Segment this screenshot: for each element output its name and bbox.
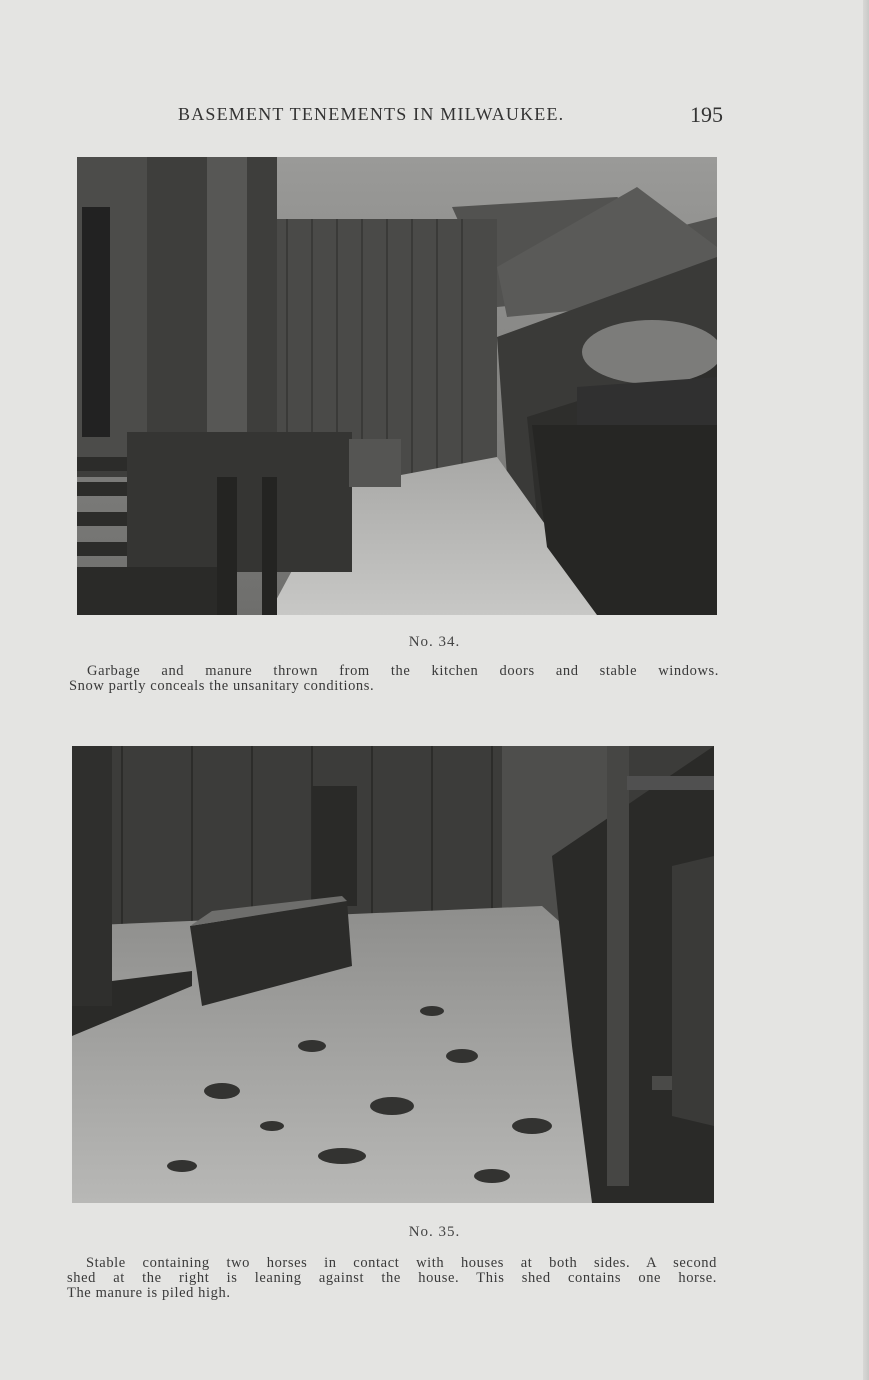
page-header bbox=[0, 100, 869, 130]
caption-line: Stable containing two horses in contact with houses at both sides. A second bbox=[86, 1255, 717, 1271]
figure-number: No. 35. bbox=[408, 1224, 461, 1240]
figure-caption bbox=[69, 664, 719, 694]
photo-stable-yard bbox=[72, 746, 714, 1203]
caption-line: Snow partly conceals the unsanitary conditions. bbox=[69, 678, 375, 694]
caption-line: The manure is piled high. bbox=[67, 1285, 231, 1301]
photo-alley-garbage bbox=[77, 157, 717, 615]
figure-number: No. 34. bbox=[408, 634, 461, 650]
running-title: BASEMENT TENEMENTS IN MILWAUKEE. bbox=[178, 104, 565, 124]
caption-line: Garbage and manure thrown from the kitchen doors and stable windows. bbox=[87, 663, 719, 679]
page-number: 195 bbox=[690, 102, 723, 127]
figure-caption bbox=[67, 1256, 717, 1301]
page-edge bbox=[863, 0, 869, 1380]
caption-line: shed at the right is leaning against the house. This shed contains one horse. bbox=[67, 1270, 717, 1286]
